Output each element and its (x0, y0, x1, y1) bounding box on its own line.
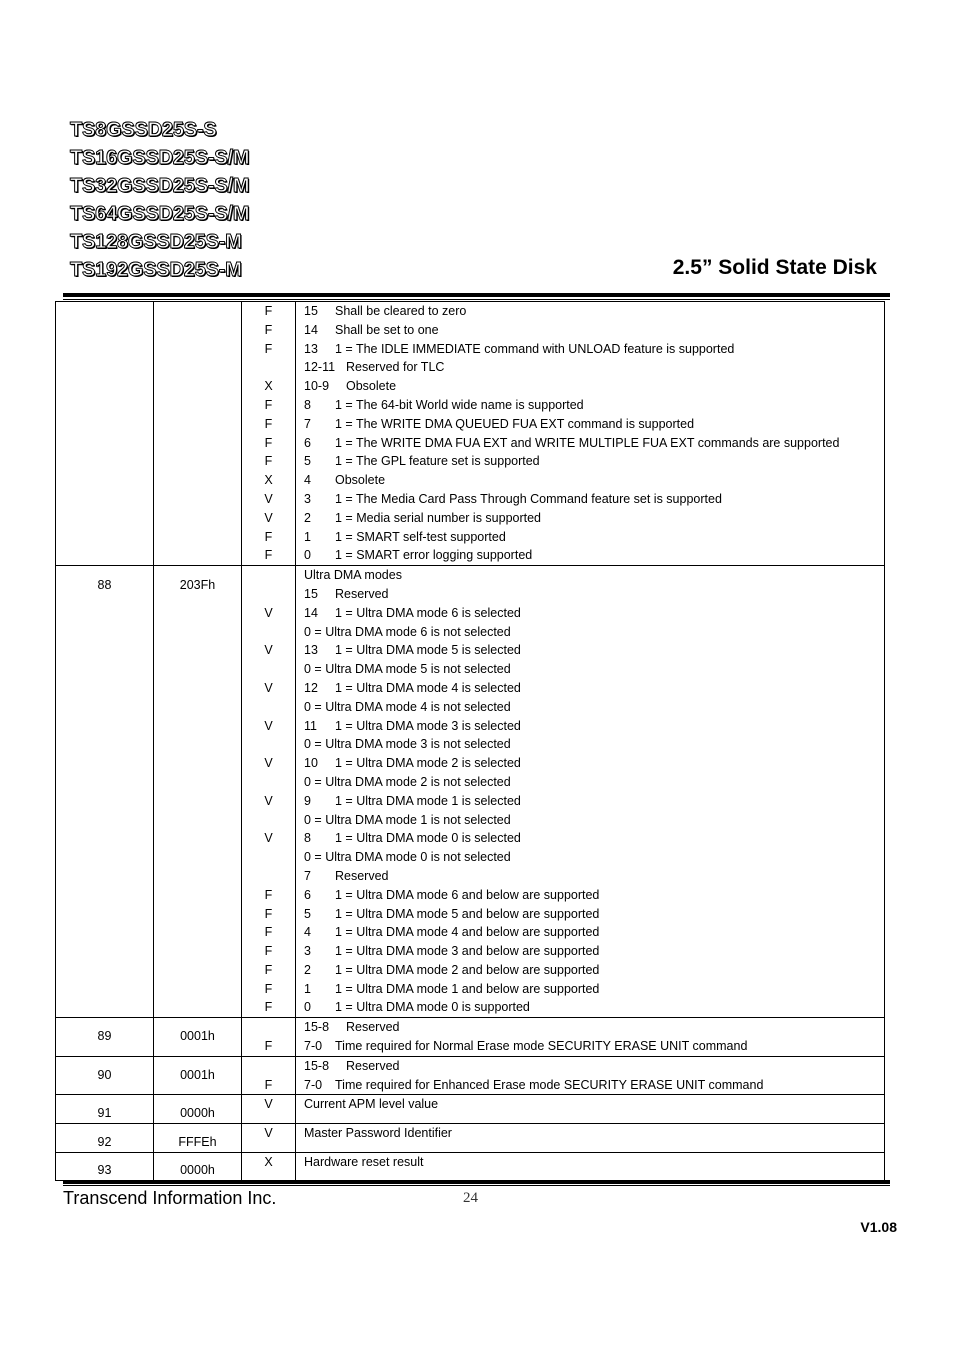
fv-flag: F (264, 454, 273, 469)
description-line (304, 848, 884, 867)
word-cell (56, 566, 154, 1018)
bit-description: 1 = Ultra DMA mode 3 is selected (335, 718, 521, 733)
description-line (304, 340, 884, 359)
default-value-cell (154, 302, 242, 566)
bit-description: 1 = The Media Card Pass Through Command feature set is supported (335, 491, 722, 506)
table-row (56, 566, 885, 1018)
bit-description: 1 = Ultra DMA mode 2 is selected (335, 756, 521, 771)
bit-description: 1 = Ultra DMA mode 4 and below are supported (335, 925, 600, 940)
description-line (304, 434, 884, 453)
fv-flag (242, 585, 295, 604)
bit-label: 2 (304, 510, 311, 525)
bit-label: 15 (304, 304, 318, 318)
bit-description: Time required for Enhanced Erase mode SECURITY ERASE UNIT command (335, 1077, 764, 1092)
bit-label: 1 (304, 981, 311, 996)
table-row (56, 1056, 885, 1095)
fv-flag: F (264, 1077, 273, 1092)
bit-description: 1 = Ultra DMA mode 6 and below are supported (335, 887, 600, 902)
model-name: TS64GSSD25S-S/M (70, 203, 250, 225)
description-line (304, 829, 884, 848)
default-value: 0001h (180, 1067, 215, 1082)
description-line (304, 773, 884, 792)
bit-description: 1 = SMART error logging supported (335, 548, 533, 563)
fv-cell (242, 302, 296, 566)
fv-cell (242, 1056, 296, 1095)
bit-description: Time required for Normal Erase mode SECURITY ERASE UNIT command (335, 1039, 748, 1054)
bit-label: 14 (304, 605, 318, 620)
bit-description: 1 = Ultra DMA mode 5 and below are supported (335, 906, 600, 921)
bit-label: 13 (304, 341, 318, 356)
version-label: V1.08 (860, 1219, 897, 1235)
bit-label: 15 (304, 586, 318, 601)
description-line (304, 396, 884, 415)
description-line (304, 1057, 884, 1076)
bit-description: Reserved (335, 868, 389, 883)
bit-label: 15-8 (304, 1058, 330, 1073)
description-line (304, 811, 884, 830)
default-value-cell (154, 1056, 242, 1095)
fv-cell (242, 1095, 296, 1124)
fv-flag: F (264, 962, 273, 977)
bit-label: 0 (304, 548, 311, 563)
description-line (304, 566, 884, 585)
bit-description: 0 = Ultra DMA mode 2 is not selected (304, 774, 511, 789)
word-number: 90 (97, 1067, 112, 1082)
bit-description: 1 = Ultra DMA mode 6 is selected (335, 605, 521, 620)
fv-flag: F (264, 322, 273, 337)
bit-label: 6 (304, 435, 311, 450)
document-title: 2.5” Solid State Disk (672, 256, 877, 279)
fv-flag (242, 698, 295, 717)
description-cell (296, 1018, 885, 1057)
description-line (304, 528, 884, 547)
bit-description: 1 = SMART self-test supported (335, 529, 506, 544)
bit-description: 1 = Ultra DMA mode 0 is selected (335, 831, 521, 846)
bit-description: 1 = Ultra DMA mode 4 is selected (335, 680, 521, 695)
header-divider-thin (63, 299, 890, 300)
identify-data-table (55, 301, 885, 1181)
word-cell (56, 1153, 154, 1181)
bit-label: 14 (304, 322, 318, 337)
model-name: TS192GSSD25S-M (70, 259, 242, 281)
bit-description: 1 = Ultra DMA mode 5 is selected (335, 643, 521, 658)
description-line (304, 679, 884, 698)
bit-description: 1 = Media serial number is supported (335, 510, 542, 525)
model-name: TS8GSSD25S-S (70, 119, 217, 141)
description-cell (296, 302, 885, 566)
word-cell (56, 1056, 154, 1095)
default-value: 203Fh (179, 578, 216, 593)
description-line (304, 490, 884, 509)
bit-description: Shall be set to one (335, 322, 439, 337)
bit-description: 0 = Ultra DMA mode 5 is not selected (304, 662, 511, 677)
description-line (304, 698, 884, 717)
description-line (304, 998, 884, 1017)
description-line (304, 415, 884, 434)
fv-cell (242, 1018, 296, 1057)
fv-flag: V (264, 1126, 273, 1141)
description-line (304, 923, 884, 942)
bit-label: 15-8 (304, 1020, 330, 1035)
table-row (56, 1153, 885, 1181)
description-line (304, 660, 884, 679)
description-line (304, 509, 884, 528)
description-cell (296, 1056, 885, 1095)
model-name: TS128GSSD25S-M (70, 231, 242, 253)
bit-label: 4 (304, 925, 311, 940)
table-row (56, 1095, 885, 1124)
bit-description: 1 = The WRITE DMA QUEUED FUA EXT command is supported (335, 416, 695, 431)
description-line (304, 735, 884, 754)
fv-flag: F (264, 435, 273, 450)
fv-flag: F (264, 529, 273, 544)
company-name: Transcend Information Inc. (63, 1188, 277, 1208)
fv-flag: V (264, 793, 273, 808)
bit-description: 0 = Ultra DMA mode 4 is not selected (304, 699, 511, 714)
footer-divider (63, 1180, 890, 1184)
fv-flag: F (264, 548, 273, 563)
description-line (304, 623, 884, 642)
bit-label: 12-11 (304, 360, 336, 375)
description-line (304, 792, 884, 811)
fv-flag: V (264, 643, 273, 658)
bit-description: 1 = Ultra DMA mode 1 and below are supported (335, 981, 600, 996)
bit-description: Shall be cleared to zero (335, 304, 467, 318)
description-line (304, 471, 884, 490)
word-cell (56, 302, 154, 566)
bit-description: 1 = The GPL feature set is supported (335, 454, 540, 469)
description-line (304, 717, 884, 736)
fv-cell (242, 566, 296, 1018)
description-line (304, 1037, 884, 1056)
fv-flag: V (264, 1097, 273, 1112)
header-divider (63, 293, 890, 297)
description-line (304, 321, 884, 340)
description-line (304, 961, 884, 980)
fv-cell (242, 1124, 296, 1153)
bit-label: 11 (304, 718, 317, 733)
fv-flag (242, 735, 295, 754)
bit-label: 3 (304, 944, 311, 959)
fv-cell (242, 1153, 296, 1181)
fv-flag: V (264, 510, 273, 525)
description-line (304, 942, 884, 961)
fv-flag (242, 566, 295, 585)
description-text: Master Password Identifier (304, 1126, 452, 1141)
bit-description: 0 = Ultra DMA mode 0 is not selected (304, 850, 511, 865)
fv-flag: V (264, 680, 273, 695)
bit-description: Reserved (335, 586, 389, 601)
default-value: FFFEh (178, 1135, 217, 1150)
fv-flag: F (264, 981, 273, 996)
fv-flag (242, 660, 295, 679)
word-number: 89 (97, 1029, 112, 1044)
bit-label: 10-9 (304, 379, 330, 394)
fv-flag: V (264, 831, 273, 846)
bit-label: 3 (304, 491, 311, 506)
bit-description: Obsolete (335, 473, 386, 488)
description-line (304, 585, 884, 604)
description-line (304, 302, 884, 321)
fv-flag: X (264, 379, 273, 394)
word-cell (56, 1124, 154, 1153)
bit-label: 5 (304, 454, 311, 469)
bit-label: 4 (304, 473, 311, 488)
description-line (304, 452, 884, 471)
description-line (304, 358, 884, 377)
description-cell (296, 1124, 885, 1153)
description-cell (296, 1095, 885, 1124)
fv-flag: F (264, 925, 273, 940)
fv-flag: X (264, 1155, 273, 1170)
bit-description: 0 = Ultra DMA mode 3 is not selected (304, 737, 511, 752)
fv-flag: F (264, 1000, 273, 1015)
word-number: 92 (97, 1135, 112, 1150)
fv-flag (242, 811, 295, 830)
bit-description: Reserved (346, 1058, 400, 1073)
table-row (56, 302, 885, 566)
bit-label: 13 (304, 643, 318, 658)
bit-label: 0 (304, 1000, 311, 1015)
description-cell (296, 566, 885, 1018)
table-row (56, 1124, 885, 1153)
fv-flag: F (264, 416, 273, 431)
fv-flag (242, 1057, 295, 1076)
model-name: TS32GSSD25S-S/M (70, 175, 250, 197)
bit-label: 6 (304, 887, 311, 902)
description-line (304, 546, 884, 565)
bit-description: Ultra DMA modes (304, 568, 402, 583)
description-line (304, 867, 884, 886)
bit-label: 7-0 (304, 1077, 323, 1092)
description-line (304, 754, 884, 773)
fv-flag: V (264, 491, 273, 506)
bit-description: 1 = The WRITE DMA FUA EXT and WRITE MULTIPLE FUA EXT commands are supported (335, 435, 840, 450)
word-number: 88 (97, 578, 112, 593)
fv-flag: F (264, 1039, 273, 1054)
fv-flag: F (264, 887, 273, 902)
description-text: Hardware reset result (304, 1155, 424, 1170)
default-value: 0000h (180, 1163, 215, 1178)
bit-label: 1 (304, 529, 311, 544)
fv-flag (242, 848, 295, 867)
bit-description: 1 = The 64-bit World wide name is supported (335, 397, 584, 412)
bit-label: 12 (304, 680, 318, 695)
bit-label: 9 (304, 793, 311, 808)
description-line (304, 980, 884, 999)
model-list (70, 116, 249, 284)
fv-flag (242, 1018, 295, 1037)
default-value-cell (154, 1153, 242, 1181)
bit-label: 5 (304, 906, 311, 921)
description-line (304, 604, 884, 623)
fv-flag (242, 867, 295, 886)
description-line (304, 377, 884, 396)
description-line (304, 641, 884, 660)
word-number: 93 (97, 1163, 112, 1178)
bit-description: Reserved (346, 1020, 400, 1035)
page-number: 24 (463, 1190, 478, 1206)
table-row (56, 1018, 885, 1057)
default-value-cell (154, 1124, 242, 1153)
bit-description: 1 = Ultra DMA mode 3 and below are supported (335, 944, 600, 959)
fv-flag: V (264, 718, 273, 733)
fv-flag: F (264, 944, 273, 959)
fv-flag (242, 358, 295, 377)
model-name: TS16GSSD25S-S/M (70, 147, 250, 169)
bit-label: 8 (304, 831, 311, 846)
fv-flag: F (264, 397, 273, 412)
description-line (304, 1018, 884, 1037)
fv-flag (242, 623, 295, 642)
bit-description: 1 = Ultra DMA mode 1 is selected (335, 793, 521, 808)
default-value: 0001h (180, 1029, 215, 1044)
default-value-cell (154, 566, 242, 1018)
fv-flag: V (264, 756, 273, 771)
default-value-cell (154, 1018, 242, 1057)
bit-label: 7-0 (304, 1039, 323, 1054)
bit-label: 10 (304, 756, 318, 771)
word-number: 91 (97, 1106, 112, 1121)
bit-description: 1 = The IDLE IMMEDIATE command with UNLOAD feature is supported (335, 341, 735, 356)
word-cell (56, 1018, 154, 1057)
bit-label: 2 (304, 962, 311, 977)
bit-description: 0 = Ultra DMA mode 1 is not selected (304, 812, 511, 827)
bit-label: 7 (304, 416, 311, 431)
bit-description: Obsolete (346, 379, 397, 394)
description-text: Current APM level value (304, 1097, 439, 1112)
description-cell (296, 1153, 885, 1181)
description-line (304, 905, 884, 924)
description-line (304, 886, 884, 905)
fv-flag: F (264, 304, 273, 318)
description-line (304, 1076, 884, 1095)
default-value: 0000h (180, 1106, 215, 1121)
default-value-cell (154, 1095, 242, 1124)
word-cell (56, 1095, 154, 1124)
bit-label: 8 (304, 397, 311, 412)
bit-description: Reserved for TLC (346, 360, 445, 375)
fv-flag: X (264, 473, 273, 488)
bit-description: 1 = Ultra DMA mode 2 and below are supported (335, 962, 600, 977)
footer-divider-thin (63, 1185, 890, 1186)
fv-flag: F (264, 341, 273, 356)
fv-flag: V (264, 605, 273, 620)
bit-description: 1 = Ultra DMA mode 0 is supported (335, 1000, 530, 1015)
bit-description: 0 = Ultra DMA mode 6 is not selected (304, 624, 511, 639)
bit-label: 7 (304, 868, 311, 883)
fv-flag: F (264, 906, 273, 921)
fv-flag (242, 773, 295, 792)
